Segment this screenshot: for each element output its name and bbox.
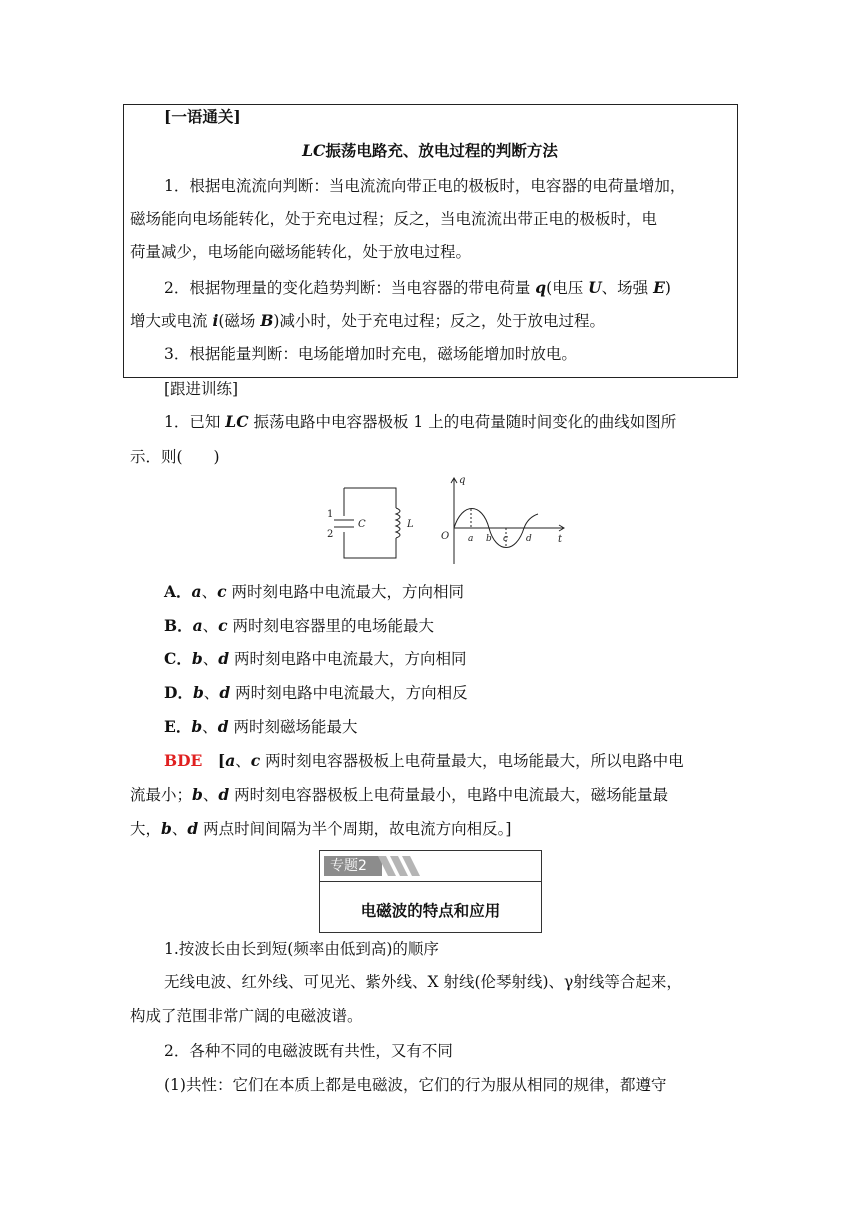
circuit-wire-bottom bbox=[344, 532, 396, 558]
section-heading-2: 2．各种不同的电磁波既有共性，又有不同 bbox=[164, 1042, 453, 1060]
summary-p1-line1: 1．根据电流流向判断：当电流流向带正电的极板时，电容器的电荷量增加， bbox=[164, 177, 686, 195]
option-a[interactable]: A．a、c 两时刻电路中电流最大，方向相同 bbox=[164, 582, 464, 601]
section-p1-line2: 构成了范围非常广阔的电磁波谱。 bbox=[130, 1007, 363, 1025]
topic-tag: 专题2 bbox=[324, 856, 382, 876]
summary-p1-line3: 荷量减少，电场能向磁场能转化，处于放电过程。 bbox=[130, 243, 472, 261]
section-p2-line1: (1)共性：它们在本质上都是电磁波，它们的行为服从相同的规律，都遵守 bbox=[164, 1076, 667, 1094]
explanation-line2: 流最小；b、d 两时刻电容器极板上电荷量最小，电路中电流最大，磁场能量最 bbox=[130, 785, 669, 804]
practice-tag: [跟进训练] bbox=[164, 380, 239, 398]
plate-label-1: 1 bbox=[327, 509, 334, 520]
point-b-label: b bbox=[486, 534, 492, 544]
topic-box bbox=[319, 850, 542, 933]
option-e[interactable]: E．b、d 两时刻磁场能最大 bbox=[164, 717, 358, 736]
summary-title: LC振荡电路充、放电过程的判断方法 bbox=[302, 141, 558, 160]
summary-tag: [一语通关] bbox=[164, 107, 241, 126]
option-b[interactable]: B．a、c 两时刻电容器里的电场能最大 bbox=[164, 616, 435, 635]
topic-band bbox=[320, 851, 541, 882]
question-line1: 1．已知 LC 振荡电路中电容器极板 1 上的电荷量随时间变化的曲线如图所 bbox=[164, 412, 677, 431]
section-heading-1: 1.按波长由长到短(频率由低到高)的顺序 bbox=[164, 940, 439, 958]
circuit-wire-top bbox=[344, 488, 396, 508]
inductor-coil bbox=[396, 508, 400, 538]
summary-p2-line1: 2．根据物理量的变化趋势判断：当电容器的带电荷量 q(电压 U、场强 E) bbox=[164, 278, 671, 297]
lc-circuit-figure bbox=[320, 472, 580, 572]
q-label: q bbox=[459, 475, 466, 486]
capacitor-label: C bbox=[358, 519, 366, 530]
explanation-line1: BDE [a、c 两时刻电容器极板上电荷量最大，电场能最大，所以电路中电 bbox=[164, 751, 684, 770]
summary-p3: 3．根据能量判断：电场能增加时充电，磁场能增加时放电。 bbox=[164, 345, 577, 363]
section-p1-line1: 无线电波、红外线、可见光、紫外线、X 射线(伦琴射线)、γ射线等合起来， bbox=[164, 973, 682, 991]
summary-p1-line2: 磁场能向电场能转化，处于充电过程；反之，当电流流出带正电的极板时，电 bbox=[130, 210, 658, 228]
summary-p2-line2: 增大或电流 i(磁场 B)减小时，处于充电过程；反之，处于放电过程。 bbox=[130, 311, 605, 330]
option-c[interactable]: C．b、d 两时刻电路中电流最大，方向相同 bbox=[164, 649, 467, 668]
inductor-label: L bbox=[407, 519, 414, 530]
point-c-label: c bbox=[503, 534, 509, 544]
question-line2: 示．则( ) bbox=[130, 448, 220, 466]
plate-label-2: 2 bbox=[327, 529, 334, 540]
answer-label: BDE bbox=[164, 751, 203, 770]
origin-label: O bbox=[441, 531, 450, 542]
topic-title: 电磁波的特点和应用 bbox=[360, 901, 501, 920]
topic-stripes-decoration bbox=[378, 856, 428, 876]
point-a-label: a bbox=[468, 534, 474, 544]
point-d-label: d bbox=[526, 534, 532, 544]
option-d[interactable]: D．b、d 两时刻电路中电流最大，方向相反 bbox=[164, 683, 468, 702]
t-label: t bbox=[558, 534, 563, 545]
explanation-line3: 大，b、d 两点时间间隔为半个周期，故电流方向相反。] bbox=[130, 819, 512, 838]
